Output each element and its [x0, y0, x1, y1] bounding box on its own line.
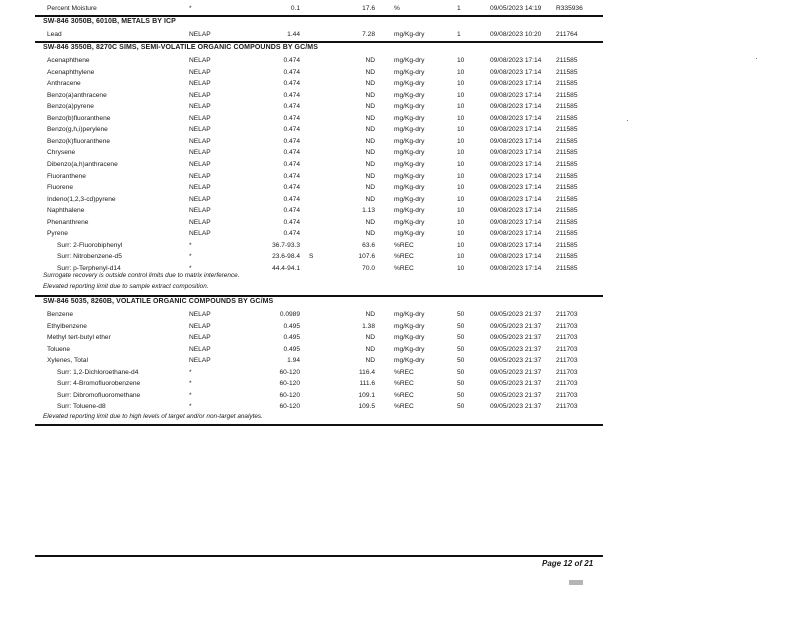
result-value: 111.6	[359, 380, 375, 388]
analysis-date: 09/05/2023 21:37	[490, 368, 542, 376]
reporting-limit: 0.474	[283, 230, 300, 238]
analyte-name: Surr: p-Terphenyl-d14	[57, 264, 121, 272]
reporting-limit: 0.474	[283, 80, 300, 88]
analysis-date: 09/05/2023 21:37	[490, 345, 542, 353]
units: %	[394, 5, 400, 12]
analyte-name: Acenaphthene	[47, 57, 90, 64]
result-value: ND	[365, 114, 375, 122]
batch-id: 211585	[556, 103, 578, 111]
dilution-factor: 1	[457, 31, 461, 38]
batch-id: 211703	[556, 345, 578, 353]
reporting-limit: 0.495	[283, 322, 300, 330]
units: mg/Kg-dry	[394, 114, 425, 122]
result-value: 107.6	[358, 253, 375, 261]
reporting-limit: 0.474	[283, 57, 300, 64]
units: mg/Kg-dry	[394, 31, 425, 38]
table-row	[35, 355, 603, 367]
analyte-name: Surr: 1,2-Dichloroethane-d4	[57, 368, 139, 376]
certification: NELAP	[189, 195, 211, 203]
batch-id: 211585	[556, 241, 578, 249]
result-value: ND	[365, 357, 375, 365]
result-value: ND	[365, 103, 375, 111]
analysis-date: 09/08/2023 17:14	[490, 103, 542, 111]
dilution-factor: 10	[457, 264, 465, 272]
certification: *	[189, 241, 192, 249]
footer-divider	[35, 555, 603, 557]
certification: *	[189, 264, 192, 272]
footnote: Elevated reporting limit due to sample extract composition.	[43, 283, 209, 290]
table-row	[35, 29, 603, 41]
certification: NELAP	[189, 218, 211, 226]
table-row	[35, 101, 603, 113]
table-row	[35, 182, 603, 194]
table-row	[35, 3, 603, 15]
table-row	[35, 194, 603, 206]
result-value: 70.0	[362, 264, 375, 272]
units: mg/Kg-dry	[394, 334, 425, 342]
analyte-name: Benzo(b)fluoranthene	[47, 114, 111, 122]
table-row	[35, 344, 603, 356]
reporting-limit: 0.474	[283, 184, 300, 192]
batch-id: 211585	[556, 218, 578, 226]
result-value: ND	[365, 184, 375, 192]
dilution-factor: 10	[457, 103, 465, 111]
result-value: 109.5	[358, 403, 375, 411]
certification: NELAP	[189, 91, 211, 99]
batch-id: 211585	[556, 207, 578, 215]
certification: *	[189, 368, 192, 376]
analyte-name: Anthracene	[47, 80, 81, 88]
analyte-name: Benzo(a)anthracene	[47, 91, 107, 99]
result-value: 1.38	[362, 322, 375, 330]
result-value: ND	[365, 126, 375, 134]
scan-speck	[627, 120, 628, 121]
analyte-name: Lead	[47, 31, 62, 38]
batch-id: 211585	[556, 91, 578, 99]
reporting-limit: 0.495	[283, 345, 300, 353]
section-title: SW-846 3050B, 6010B, METALS BY ICP	[43, 18, 176, 25]
section-divider	[35, 41, 603, 43]
analyte-name: Phenanthrene	[47, 218, 89, 226]
batch-id: 211585	[556, 57, 578, 64]
table-row	[35, 147, 603, 159]
dilution-factor: 10	[457, 184, 465, 192]
batch-id: 211703	[556, 380, 578, 388]
analysis-date: 09/05/2023 21:37	[490, 403, 542, 411]
units: %REC	[394, 380, 414, 388]
qualifier: S	[309, 253, 314, 261]
analyte-name: Surr: 4-Bromofluorobenzene	[57, 380, 141, 388]
units: mg/Kg-dry	[394, 103, 425, 111]
batch-id: 211585	[556, 160, 578, 168]
certification: NELAP	[189, 31, 211, 38]
units: %REC	[394, 253, 414, 261]
dilution-factor: 10	[457, 68, 465, 76]
analyte-name: Pyrene	[47, 230, 68, 238]
table-row	[35, 113, 603, 125]
dilution-factor: 10	[457, 218, 465, 226]
units: mg/Kg-dry	[394, 357, 425, 365]
certification: *	[189, 391, 192, 399]
table-row	[35, 390, 603, 402]
analysis-date: 09/08/2023 17:14	[490, 126, 542, 134]
analysis-date: 09/08/2023 17:14	[490, 80, 542, 88]
result-value: 17.6	[362, 5, 375, 12]
certification: *	[189, 403, 192, 411]
analyte-name: Chrysene	[47, 149, 76, 157]
certification: *	[189, 380, 192, 388]
analysis-date: 09/08/2023 10:20	[490, 31, 542, 38]
analysis-date: 09/08/2023 17:14	[490, 218, 542, 226]
batch-id: 211585	[556, 253, 578, 261]
analyte-name: Toluene	[47, 345, 71, 353]
table-row	[35, 171, 603, 183]
dilution-factor: 10	[457, 114, 465, 122]
analysis-date: 09/08/2023 17:14	[490, 68, 542, 76]
result-value: 109.1	[358, 391, 375, 399]
result-value: ND	[365, 149, 375, 157]
table-row	[35, 78, 603, 90]
certification: NELAP	[189, 57, 211, 64]
reporting-limit: 0.474	[283, 114, 300, 122]
certification: NELAP	[189, 172, 211, 180]
certification: *	[189, 253, 192, 261]
batch-id: 211585	[556, 230, 578, 238]
dilution-factor: 50	[457, 311, 465, 318]
analyte-name: Surr: Nitrobenzene-d5	[57, 253, 122, 261]
reporting-limit: 0.474	[283, 172, 300, 180]
reporting-limit: 23.6-98.4	[272, 253, 300, 261]
units: mg/Kg-dry	[394, 311, 425, 318]
result-value: ND	[365, 80, 375, 88]
certification: NELAP	[189, 322, 211, 330]
units: mg/Kg-dry	[394, 137, 425, 145]
batch-id: 211585	[556, 184, 578, 192]
table-row	[35, 67, 603, 79]
result-value: 1.13	[362, 207, 375, 215]
reporting-limit: 1.94	[287, 357, 300, 365]
table-row	[35, 251, 603, 263]
units: mg/Kg-dry	[394, 218, 425, 226]
table-row	[35, 55, 603, 67]
analyte-name: Surr: Toluene-d8	[57, 403, 106, 411]
result-value: 7.28	[362, 31, 375, 38]
analyte-name: Acenaphthylene	[47, 68, 95, 76]
result-value: ND	[365, 311, 375, 318]
reporting-limit: 36.7-93.3	[272, 241, 300, 249]
analyte-name: Ethylbenzene	[47, 322, 87, 330]
section-divider	[35, 295, 603, 297]
section-title: SW-846 5035, 8260B, VOLATILE ORGANIC COMPOUNDS BY GC/MS	[43, 298, 274, 305]
certification: NELAP	[189, 137, 211, 145]
dilution-factor: 50	[457, 368, 465, 376]
analysis-date: 09/08/2023 17:14	[490, 195, 542, 203]
units: mg/Kg-dry	[394, 322, 425, 330]
units: mg/Kg-dry	[394, 172, 425, 180]
batch-id: 211585	[556, 264, 578, 272]
dilution-factor: 50	[457, 322, 465, 330]
analysis-date: 09/08/2023 17:14	[490, 114, 542, 122]
table-row	[35, 367, 603, 379]
analyte-name: Naphthalene	[47, 207, 85, 215]
batch-id: 211585	[556, 149, 578, 157]
reporting-limit: 0.1	[290, 5, 300, 12]
units: mg/Kg-dry	[394, 184, 425, 192]
certification: NELAP	[189, 126, 211, 134]
dilution-factor: 50	[457, 345, 465, 353]
analyte-name: Xylenes, Total	[47, 357, 88, 365]
table-row	[35, 228, 603, 240]
analyte-name: Percent Moisture	[47, 5, 97, 12]
analyte-name: Fluoranthene	[47, 172, 86, 180]
certification: NELAP	[189, 80, 211, 88]
table-row	[35, 321, 603, 333]
units: %REC	[394, 403, 414, 411]
batch-id: 211703	[556, 322, 578, 330]
units: mg/Kg-dry	[394, 149, 425, 157]
dilution-factor: 10	[457, 241, 465, 249]
analysis-date: 09/08/2023 17:14	[490, 137, 542, 145]
analysis-date: 09/05/2023 21:37	[490, 357, 542, 365]
dilution-factor: 10	[457, 160, 465, 168]
footnote: Elevated reporting limit due to high levels of target and/or non-target analytes.	[43, 413, 263, 420]
analyte-name: Benzene	[47, 311, 74, 318]
footnote: Surrogate recovery is outside control limits due to matrix interference.	[43, 272, 240, 279]
analysis-date: 09/08/2023 17:14	[490, 253, 542, 261]
reporting-limit: 0.474	[283, 103, 300, 111]
analysis-date: 09/08/2023 17:14	[490, 57, 542, 64]
certification: NELAP	[189, 345, 211, 353]
dilution-factor: 10	[457, 91, 465, 99]
dilution-factor: 10	[457, 80, 465, 88]
units: mg/Kg-dry	[394, 91, 425, 99]
units: mg/Kg-dry	[394, 230, 425, 238]
units: %REC	[394, 264, 414, 272]
reporting-limit: 0.474	[283, 149, 300, 157]
result-value: ND	[365, 195, 375, 203]
table-row	[35, 136, 603, 148]
reporting-limit: 60-120	[279, 368, 300, 376]
dilution-factor: 10	[457, 207, 465, 215]
analysis-date: 09/08/2023 17:14	[490, 264, 542, 272]
batch-id: 211764	[556, 31, 578, 38]
certification: NELAP	[189, 114, 211, 122]
section-divider	[35, 424, 603, 426]
analyte-name: Fluorene	[47, 184, 74, 192]
reporting-limit: 60-120	[279, 380, 300, 388]
table-row	[35, 124, 603, 136]
result-value: ND	[365, 218, 375, 226]
scan-speck	[756, 58, 757, 59]
dilution-factor: 50	[457, 357, 465, 365]
analysis-date: 09/05/2023 21:37	[490, 311, 542, 318]
result-value: 63.6	[362, 241, 375, 249]
batch-id: 211585	[556, 126, 578, 134]
batch-id: 211703	[556, 368, 578, 376]
section-divider	[35, 15, 603, 17]
batch-id: 211703	[556, 357, 578, 365]
table-row	[35, 217, 603, 229]
batch-id: 211703	[556, 391, 578, 399]
dilution-factor: 10	[457, 253, 465, 261]
certification: NELAP	[189, 207, 211, 215]
result-value: ND	[365, 230, 375, 238]
certification: NELAP	[189, 184, 211, 192]
analysis-date: 09/08/2023 17:14	[490, 91, 542, 99]
certification: NELAP	[189, 230, 211, 238]
result-value: ND	[365, 91, 375, 99]
result-value: ND	[365, 172, 375, 180]
certification: NELAP	[189, 311, 211, 318]
analyte-name: Benzo(a)pyrene	[47, 103, 94, 111]
reporting-limit: 0.474	[283, 126, 300, 134]
analysis-date: 09/08/2023 17:14	[490, 207, 542, 215]
reporting-limit: 0.495	[283, 334, 300, 342]
dilution-factor: 10	[457, 172, 465, 180]
certification: NELAP	[189, 68, 211, 76]
batch-id: R335936	[556, 5, 583, 12]
units: mg/Kg-dry	[394, 345, 425, 353]
table-row	[35, 205, 603, 217]
certification: NELAP	[189, 334, 211, 342]
dilution-factor: 50	[457, 403, 465, 411]
units: mg/Kg-dry	[394, 57, 425, 64]
dilution-factor: 50	[457, 391, 465, 399]
batch-id: 211585	[556, 68, 578, 76]
units: %REC	[394, 241, 414, 249]
batch-id: 211585	[556, 80, 578, 88]
certification: NELAP	[189, 149, 211, 157]
analyte-name: Methyl tert-butyl ether	[47, 334, 111, 342]
reporting-limit: 0.474	[283, 218, 300, 226]
table-row	[35, 159, 603, 171]
scan-mark	[569, 580, 583, 585]
batch-id: 211703	[556, 311, 578, 318]
batch-id: 211585	[556, 137, 578, 145]
analysis-date: 09/08/2023 17:14	[490, 241, 542, 249]
analysis-date: 09/05/2023 21:37	[490, 391, 542, 399]
section-title: SW-846 3550B, 8270C SIMS, SEMI-VOLATILE ORGANIC COMPOUNDS BY GC/MS	[43, 44, 318, 51]
analysis-date: 09/05/2023 21:37	[490, 334, 542, 342]
analysis-date: 09/08/2023 17:14	[490, 172, 542, 180]
dilution-factor: 10	[457, 230, 465, 238]
analyte-name: Dibenzo(a,h)anthracene	[47, 160, 118, 168]
table-row	[35, 309, 603, 321]
certification: NELAP	[189, 160, 211, 168]
result-value: ND	[365, 334, 375, 342]
certification: *	[189, 5, 192, 12]
analyte-name: Surr: Dibromofluoromethane	[57, 391, 141, 399]
table-row	[35, 240, 603, 252]
reporting-limit: 60-120	[279, 403, 300, 411]
result-value: ND	[365, 160, 375, 168]
reporting-limit: 0.474	[283, 195, 300, 203]
batch-id: 211585	[556, 114, 578, 122]
page-number: Page 12 of 21	[542, 559, 594, 568]
reporting-limit: 0.0989	[279, 311, 300, 318]
dilution-factor: 50	[457, 334, 465, 342]
units: mg/Kg-dry	[394, 207, 425, 215]
table-row	[35, 90, 603, 102]
analysis-date: 09/05/2023 21:37	[490, 380, 542, 388]
dilution-factor: 50	[457, 380, 465, 388]
analysis-date: 09/08/2023 17:14	[490, 230, 542, 238]
reporting-limit: 44.4-94.1	[272, 264, 300, 272]
table-row	[35, 378, 603, 390]
dilution-factor: 10	[457, 57, 465, 64]
reporting-limit: 0.474	[283, 160, 300, 168]
dilution-factor: 10	[457, 195, 465, 203]
batch-id: 211585	[556, 195, 578, 203]
certification: NELAP	[189, 357, 211, 365]
analyte-name: Surr: 2-Fluorobiphenyl	[57, 241, 123, 249]
dilution-factor: 1	[457, 5, 461, 12]
table-row	[35, 332, 603, 344]
result-value: ND	[365, 57, 375, 64]
result-value: ND	[365, 68, 375, 76]
reporting-limit: 0.474	[283, 207, 300, 215]
certification: NELAP	[189, 103, 211, 111]
batch-id: 211703	[556, 334, 578, 342]
result-value: ND	[365, 345, 375, 353]
analysis-date: 09/05/2023 14:19	[490, 5, 542, 12]
dilution-factor: 10	[457, 137, 465, 145]
dilution-factor: 10	[457, 126, 465, 134]
table-row	[35, 401, 603, 413]
reporting-limit: 60-120	[279, 391, 300, 399]
reporting-limit: 0.474	[283, 137, 300, 145]
reporting-limit: 1.44	[287, 31, 300, 38]
units: mg/Kg-dry	[394, 68, 425, 76]
analyte-name: Benzo(g,h,i)perylene	[47, 126, 108, 134]
units: mg/Kg-dry	[394, 126, 425, 134]
analysis-date: 09/08/2023 17:14	[490, 149, 542, 157]
units: mg/Kg-dry	[394, 195, 425, 203]
dilution-factor: 10	[457, 149, 465, 157]
result-value: ND	[365, 137, 375, 145]
units: mg/Kg-dry	[394, 80, 425, 88]
reporting-limit: 0.474	[283, 68, 300, 76]
result-value: 116.4	[358, 368, 375, 376]
analysis-date: 09/08/2023 17:14	[490, 184, 542, 192]
batch-id: 211585	[556, 172, 578, 180]
analyte-name: Benzo(k)fluoranthene	[47, 137, 111, 145]
analysis-date: 09/05/2023 21:37	[490, 322, 542, 330]
reporting-limit: 0.474	[283, 91, 300, 99]
analysis-date: 09/08/2023 17:14	[490, 160, 542, 168]
units: %REC	[394, 368, 414, 376]
batch-id: 211703	[556, 403, 578, 411]
units: %REC	[394, 391, 414, 399]
units: mg/Kg-dry	[394, 160, 425, 168]
analyte-name: Indeno(1,2,3-cd)pyrene	[47, 195, 116, 203]
